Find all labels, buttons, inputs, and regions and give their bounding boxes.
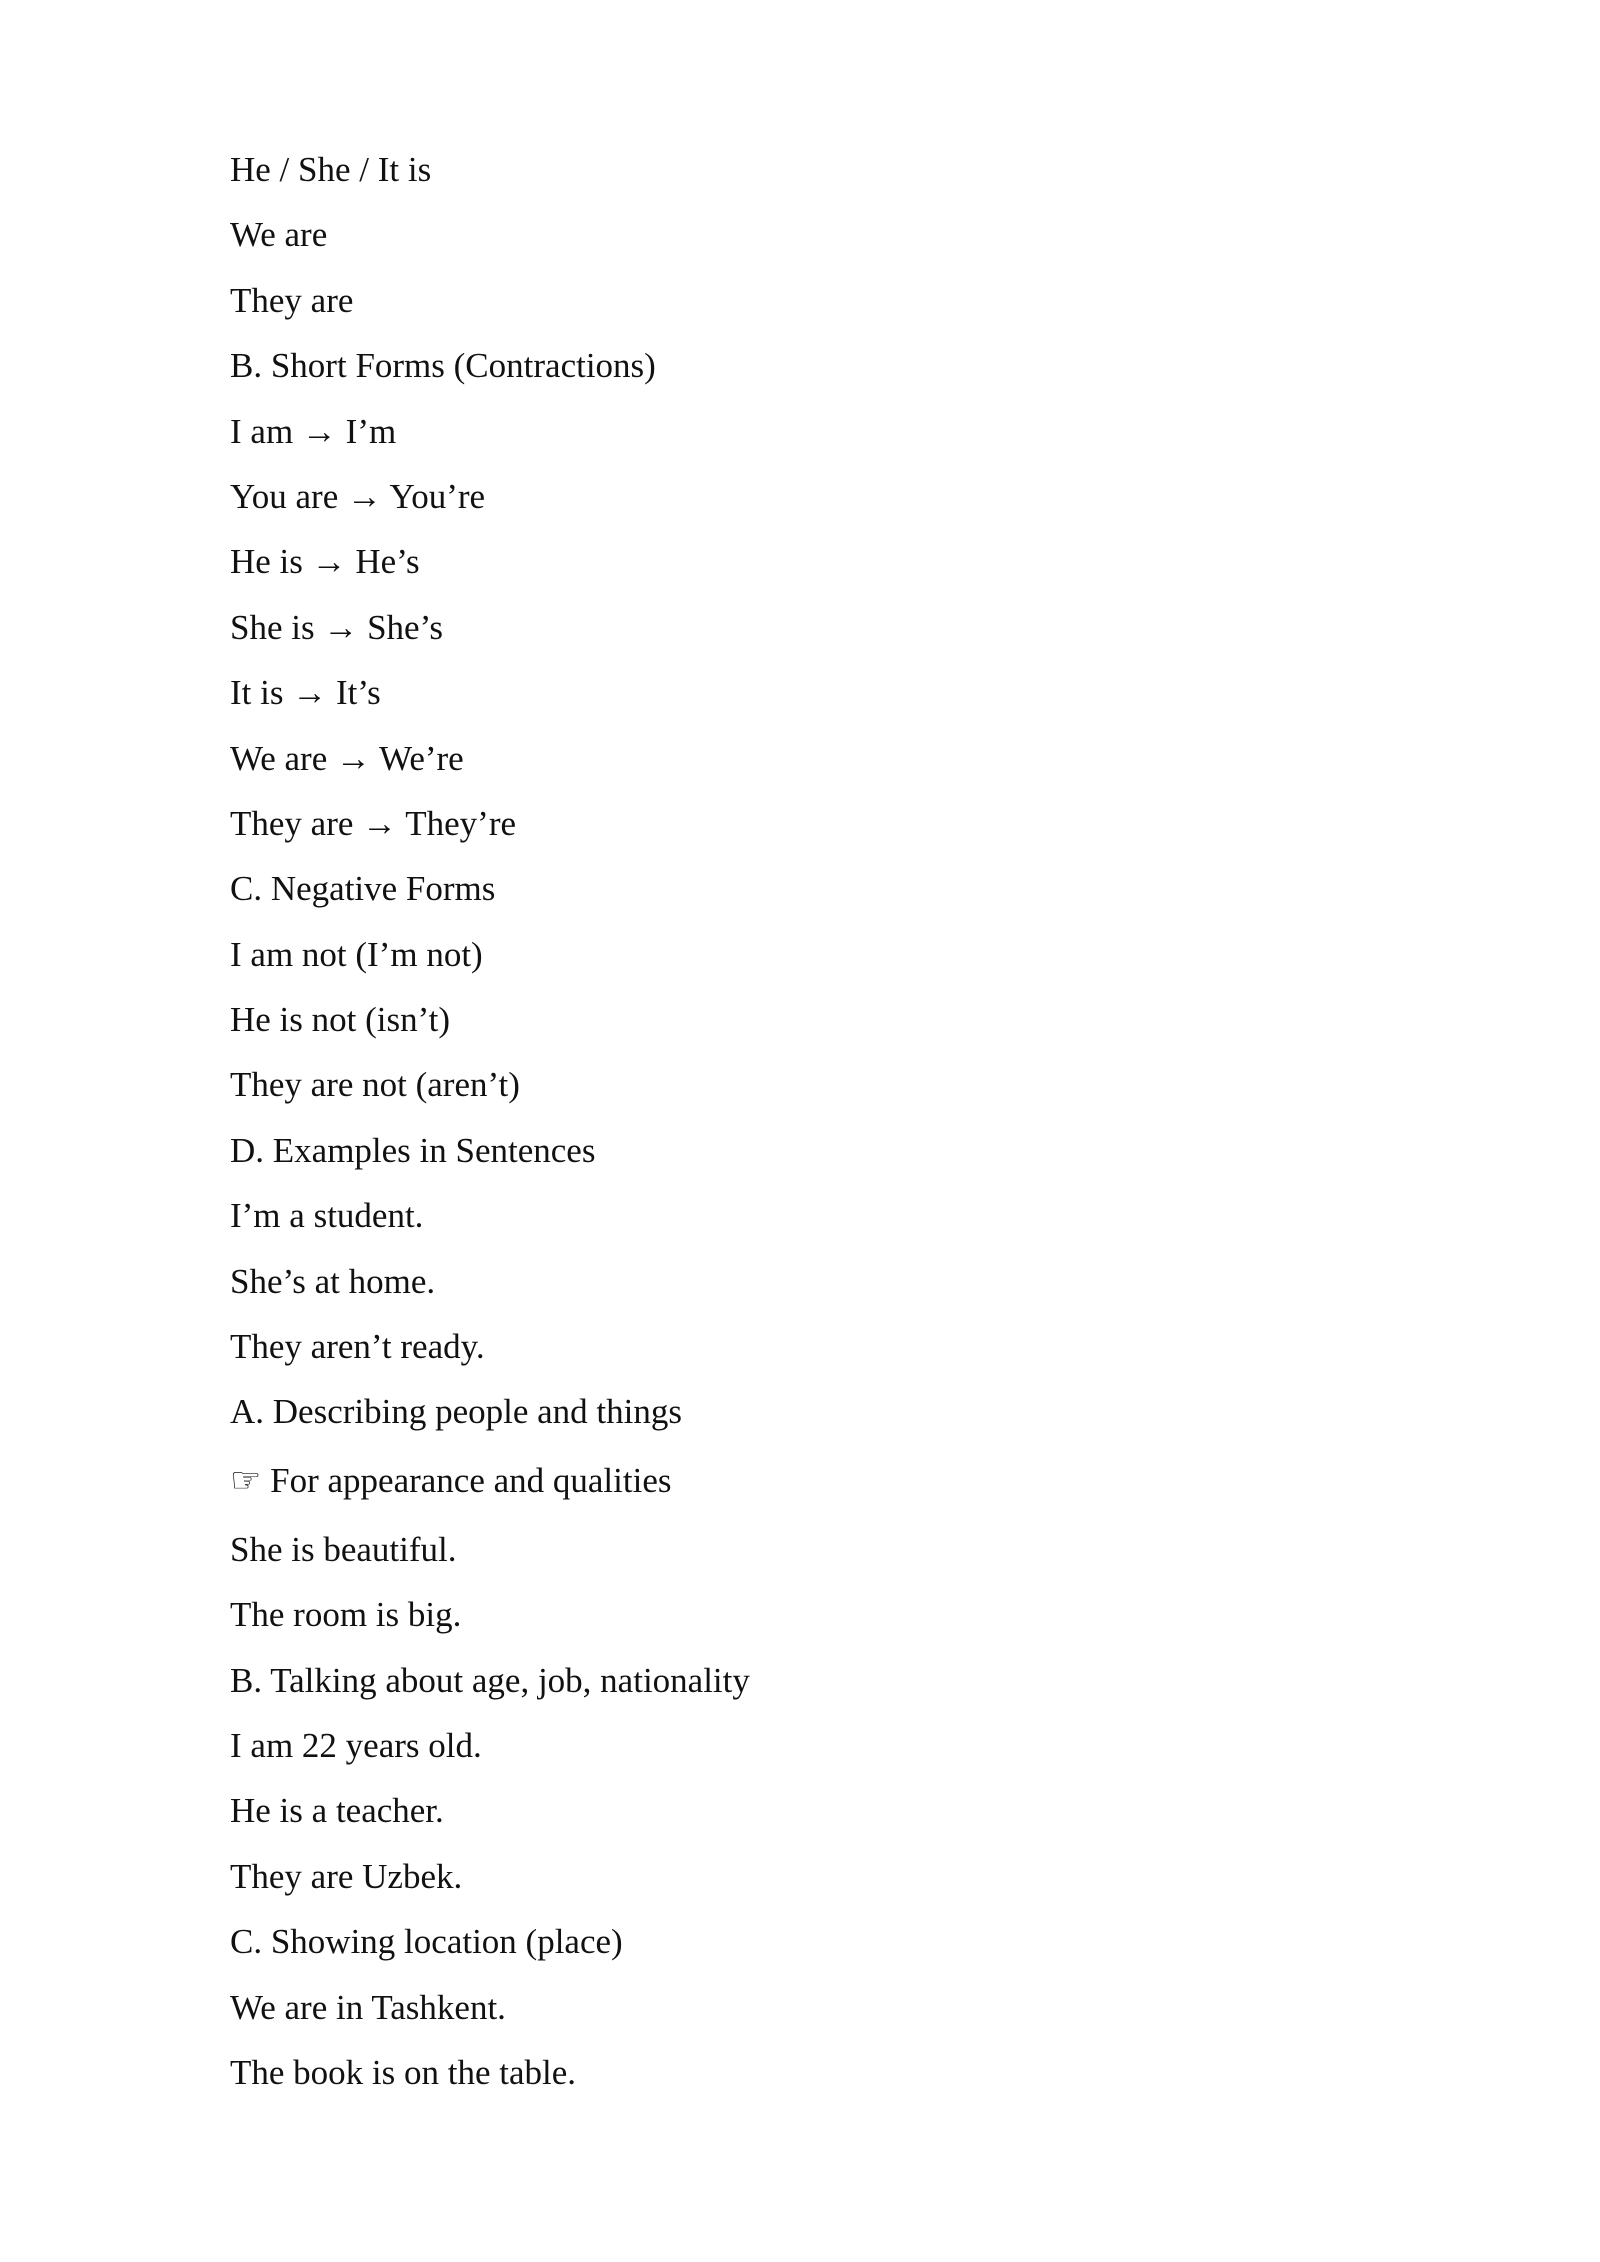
- section-heading: B. Short Forms (Contractions): [230, 346, 656, 386]
- text-line: You are → You’re: [230, 476, 486, 516]
- text-line: They are → They’re: [230, 803, 517, 843]
- text-line: He is → He’s: [230, 542, 420, 582]
- text-line: The book is on the table.: [230, 2052, 577, 2092]
- text-line: He / She / It is: [230, 150, 432, 189]
- text-line: I am 22 years old.: [230, 1725, 482, 1765]
- section-heading: A. Describing people and things: [230, 1392, 682, 1432]
- pointer-note-line: ☞ For appearance and qualities: [230, 1460, 672, 1500]
- text-line: She is → She’s: [230, 607, 443, 647]
- section-heading: B. Talking about age, job, nationality: [230, 1660, 750, 1700]
- text-line: She is beautiful.: [230, 1529, 457, 1569]
- text-line: We are in Tashkent.: [230, 1987, 506, 2027]
- text-line: They aren’t ready.: [230, 1327, 485, 1367]
- document-body: [230, 148, 1430, 2116]
- text-line: We are → We’re: [230, 738, 464, 778]
- text-line: I’m a student.: [230, 1196, 424, 1236]
- text-line: They are Uzbek.: [230, 1856, 463, 1896]
- text-line: I am not (I’m not): [230, 934, 483, 974]
- text-line: The room is big.: [230, 1595, 462, 1635]
- text-line: We are: [230, 215, 328, 255]
- text-line: He is a teacher.: [230, 1791, 444, 1831]
- text-line: They are: [230, 280, 354, 320]
- section-heading: C. Negative Forms: [230, 869, 496, 909]
- section-heading: D. Examples in Sentences: [230, 1130, 596, 1170]
- text-line: He is not (isn’t): [230, 1000, 451, 1040]
- text-line: It is → It’s: [230, 673, 381, 713]
- section-heading: C. Showing location (place): [230, 1922, 623, 1962]
- text-line: They are not (aren’t): [230, 1065, 520, 1105]
- text-line: She’s at home.: [230, 1261, 436, 1301]
- text-line: I am → I’m: [230, 411, 397, 451]
